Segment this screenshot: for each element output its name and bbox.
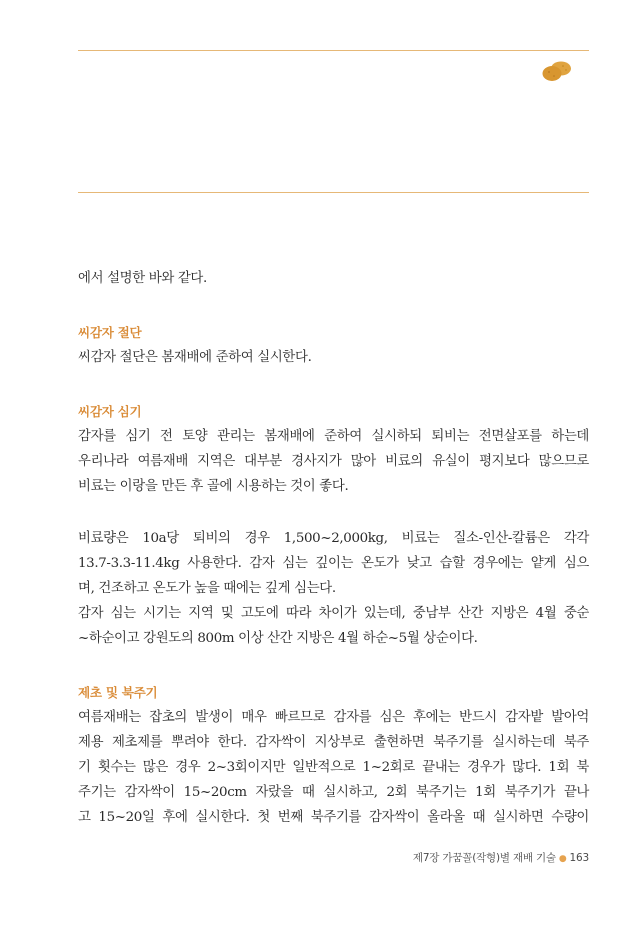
paragraph-line: 고 15~20일 후에 실시한다. 첫 번째 북주기를 감자싹이 올라올 때 실시하면 수량이 xyxy=(78,810,589,825)
potato-icon xyxy=(542,60,572,82)
section-heading-weeding-hilling: 제초 및 북주기 xyxy=(78,685,158,700)
paragraph-line: 우리나라 여름재배 지역은 대부분 경사지가 많아 비료의 유실이 평지보다 많으므로 xyxy=(78,454,589,469)
page-number: 163 xyxy=(569,852,589,864)
header-rule-bottom xyxy=(78,192,589,193)
bullet-dot-icon: ● xyxy=(558,854,567,864)
section-heading-seed-cutting: 씨감자 절단 xyxy=(78,325,142,340)
page-body xyxy=(78,266,589,830)
paragraph-line: 제용 제초제를 뿌려야 한다. 감자싹이 지상부로 출현하면 북주기를 실시하는데 북주 xyxy=(78,735,589,750)
chapter-title: 제7장 가꿈꼴(작형)별 재배 기술 xyxy=(412,852,556,864)
paragraph-line: 감자 심는 시기는 지역 및 고도에 따라 차이가 있는데, 중남부 산간 지방은 4월 중순 xyxy=(78,606,589,621)
paragraph-line: 감자를 심기 전 토양 관리는 봄재배에 준하여 실시하되 퇴비는 전면살포를 하는데 xyxy=(78,429,589,444)
paragraph-line: 비료는 이랑을 만든 후 골에 시용하는 것이 좋다. xyxy=(78,479,349,494)
paragraph-line: 기 횟수는 많은 경우 2~3회이지만 일반적으로 1~2회로 끝내는 경우가 많다. 1회 북 xyxy=(78,760,589,775)
paragraph-seed-cutting: 씨감자 절단은 봄재배에 준하여 실시한다. xyxy=(78,350,312,365)
paragraph-line: 여름재배는 잡초의 발생이 매우 빠르므로 감자를 심은 후에는 반드시 감자밭 발아억 xyxy=(78,710,589,725)
intro-paragraph: 에서 설명한 바와 같다. xyxy=(78,271,207,286)
header-rule-top xyxy=(78,50,589,51)
paragraph-line: 비료량은 10a당 퇴비의 경우 1,500~2,000kg, 비료는 질소-인산-칼륨은 각각 xyxy=(78,531,589,546)
paragraph-line: 13.7-3.3-11.4kg 사용한다. 감자 심는 깊이는 온도가 낮고 습할 경우에는 얕게 심으 xyxy=(78,556,589,571)
paragraph-line: 주기는 감자싹이 15~20cm 자랐을 때 실시하고, 2회 북주기는 1회 북주기가 끝나 xyxy=(78,785,589,800)
paragraph-line: ~하순이고 강원도의 800m 이상 산간 지방은 4월 하순~5월 상순이다. xyxy=(78,631,478,646)
page-footer xyxy=(413,850,589,865)
section-heading-seed-planting: 씨감자 심기 xyxy=(78,404,142,419)
paragraph-line: 며, 건조하고 온도가 높을 때에는 깊게 심는다. xyxy=(78,581,336,596)
